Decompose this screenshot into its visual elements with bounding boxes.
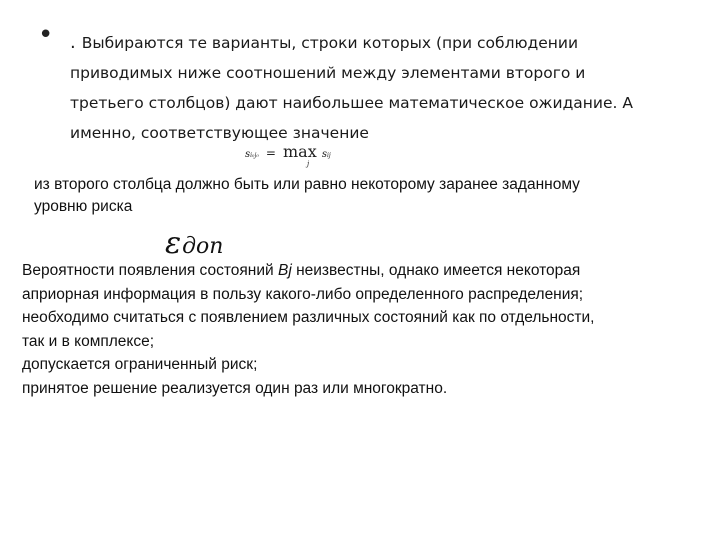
epsilon-symbol: ε bbox=[165, 226, 182, 261]
bullet-line-1-text: Выбираются те варианты, строки которых (при соблюдении bbox=[81, 34, 579, 52]
max-formula bbox=[245, 142, 331, 168]
state-variable: Bj bbox=[277, 262, 292, 279]
conditions-line-1 bbox=[22, 259, 702, 283]
lead-dot: . bbox=[70, 32, 76, 53]
conditions-line-1-before: Вероятности появления состояний bbox=[22, 262, 278, 279]
bullet-line-4: именно, соответствующее значение bbox=[70, 124, 369, 142]
conditions-paragraph bbox=[22, 259, 702, 400]
risk-line-1: из второго столбца должно быть или равно некоторому заранее заданному bbox=[34, 176, 580, 193]
conditions-line-6: принятое решение реализуется один раз или многократно. bbox=[22, 379, 448, 397]
bullet-paragraph bbox=[70, 28, 670, 148]
formula-lhs-symbol: s bbox=[245, 149, 251, 160]
formula-lhs-sub: i₀j₀ bbox=[250, 152, 259, 159]
conditions-line-5: допускается ограниченный риск; bbox=[22, 356, 258, 373]
formula-rhs-symbol: s bbox=[321, 149, 327, 160]
risk-line-2: уровню риска bbox=[34, 198, 133, 215]
bullet-line-3: третьего столбцов) дают наибольшее математическое ожидание. А bbox=[70, 94, 634, 112]
risk-paragraph bbox=[34, 174, 694, 218]
conditions-line-1-after: неизвестны, однако имеется некоторая bbox=[291, 262, 581, 279]
bullet-line-2: приводимых ниже соотношений между элементами второго и bbox=[70, 64, 586, 82]
bullet-line-1 bbox=[70, 28, 670, 58]
conditions-line-4: так и в комплексе; bbox=[22, 332, 155, 350]
formula-operator: = bbox=[265, 146, 276, 160]
conditions-line-3: необходимо считаться с появлением различных состояний как по отдельности, bbox=[22, 309, 595, 326]
conditions-line-2: априорная информация в пользу какого-либо определенного распределения; bbox=[22, 285, 584, 303]
epsilon-subscript: доп bbox=[182, 234, 224, 259]
bullet-dot: • bbox=[38, 20, 54, 50]
formula-rhs-sub: ij bbox=[326, 152, 331, 159]
epsilon-formula bbox=[165, 226, 223, 261]
formula-max-index: j bbox=[307, 160, 310, 168]
formula-max: max bbox=[282, 142, 317, 161]
